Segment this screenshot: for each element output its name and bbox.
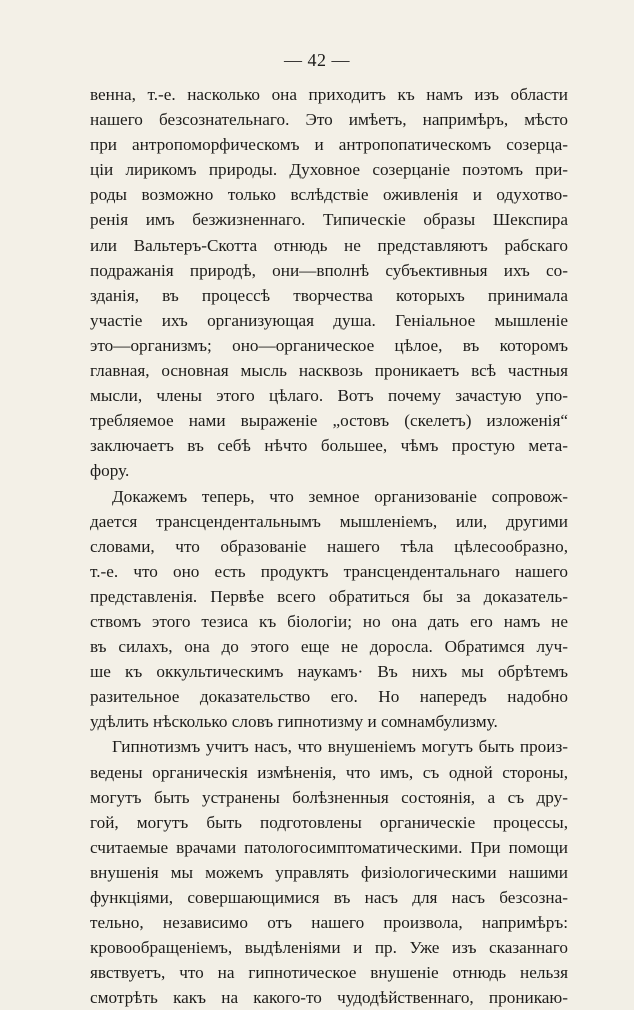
text-line: зданія, въ процессѣ творчества которыхъ принимала — [90, 285, 568, 305]
text-line: кровообращеніемъ, выдѣленіями и пр. Уже изъ сказаннаго — [90, 938, 568, 958]
text-line: нашего безсознательнаго. Это имѣетъ, напримѣръ, мѣсто — [90, 110, 568, 130]
text-line: считаемые врачами патологосимптоматическими. При помощи — [90, 837, 568, 857]
text-line: представленія. Первѣе всего обратиться бы за доказатель- — [90, 586, 568, 606]
text-line: функціями, совершающимися въ насъ для насъ безсозна- — [90, 888, 568, 907]
text-line: разительное доказательство его. Но напередъ надобно — [90, 687, 568, 707]
text-line: внушенія мы можемъ управлять физіологическими нашими — [90, 862, 568, 882]
paragraph-start-line: Гипнотизмъ учитъ насъ, что внушеніемъ могутъ быть произ- — [112, 737, 568, 757]
text-line: фору. — [90, 461, 130, 481]
text-line: участіе ихъ организующая душа. Геніальное мышленіе — [90, 310, 568, 330]
text-line: требляемое нами выраженіе „остовъ (скелетъ) изложенія“ — [90, 411, 568, 431]
text-line: словами, что образованіе нашего тѣла цѣлесообразно, — [90, 536, 568, 556]
text-line: т.-е. что оно есть продуктъ трансцендентальнаго нашего — [90, 561, 568, 581]
paragraph-start-line: Докажемъ теперь, что земное организованіе сопровож- — [112, 486, 568, 506]
page-number: — 42 — — [284, 50, 350, 70]
text-line: главная, основная мысль насквозь проникаетъ всѣ частныя — [90, 361, 568, 381]
text-line: смотрѣть какъ на какого-то чудодѣйственнаго, проникаю- — [90, 988, 568, 1008]
text-line: удѣлить нѣсколько словъ гипнотизму и сомнамбулизму. — [90, 712, 498, 732]
text-line: венна, т.-е. насколько она приходитъ къ намъ изъ области — [90, 85, 568, 104]
text-line: заключаетъ въ себѣ нѣчто большее, чѣмъ простую мета- — [90, 436, 568, 456]
text-line: подражанія природѣ, они—вполнѣ субъективныя ихъ со- — [90, 260, 568, 280]
text-line: это—организмъ; оно—органическое цѣлое, въ которомъ — [90, 335, 568, 355]
text-line: ренія имъ безжизненнаго. Типическіе образы Шекспира — [90, 210, 568, 230]
body-text — [90, 82, 568, 1010]
text-line: явствуетъ, что на гипнотическое внушеніе отнюдь нельзя — [90, 963, 568, 983]
text-line: ствомъ этого тезиса къ біологіи; но она дать его намъ не — [90, 611, 568, 631]
text-line: роды возможно только вслѣдствіе оживленія и одухотво- — [90, 185, 568, 205]
text-line: могутъ быть устранены болѣзненныя состоянія, а съ дру- — [90, 787, 568, 807]
text-line: тельно, независимо отъ нашего произвола, напримѣръ: — [90, 913, 568, 933]
text-line: ведены органическія измѣненія, что имъ, съ одной стороны, — [90, 762, 568, 782]
text-line: при антропоморфическомъ и антропопатическомъ созерца- — [90, 135, 568, 155]
text-line: гой, могутъ быть подготовлены органическіе процессы, — [90, 812, 568, 832]
text-line: ціи лирикомъ природы. Духовное созерцаніе поэтомъ при- — [90, 160, 568, 180]
text-line: дается трансцендентальнымъ мышленіемъ, или, другими — [90, 511, 568, 531]
text-line: ше къ оккультическимъ наукамъ· Въ нихъ мы обрѣтемъ — [90, 662, 568, 682]
text-line: въ силахъ, она до этого еще не доросла. Обратимся луч- — [90, 637, 568, 657]
text-line: мысли, члены этого цѣлаго. Вотъ почему зачастую упо- — [90, 386, 568, 406]
text-line: или Вальтеръ-Скотта отнюдь не представляютъ рабскаго — [90, 235, 568, 255]
